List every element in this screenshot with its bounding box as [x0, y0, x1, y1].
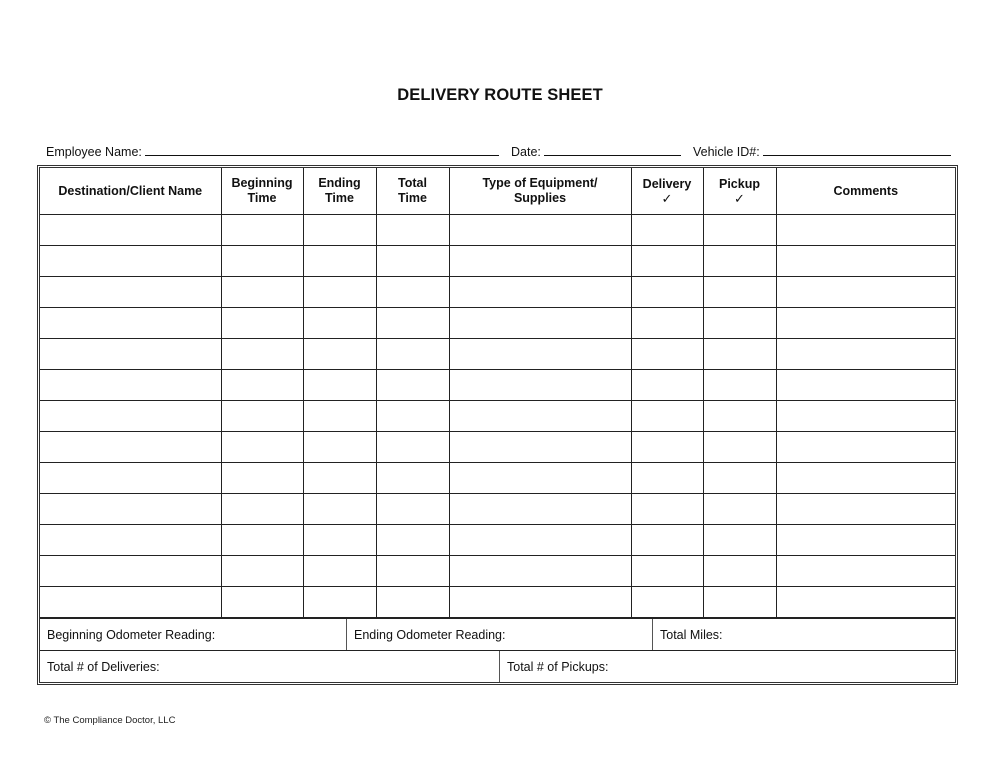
equipment-cell[interactable] [449, 556, 631, 587]
destination-cell[interactable] [40, 494, 221, 525]
employee-name-blank[interactable] [145, 142, 499, 156]
delivery-cell[interactable] [631, 463, 703, 494]
totals-row [40, 651, 955, 683]
route-table-body [40, 215, 955, 618]
total-time-cell[interactable] [376, 463, 449, 494]
route-table [40, 168, 955, 618]
equipment-cell[interactable] [449, 525, 631, 556]
beginning-time-cell[interactable] [221, 277, 303, 308]
delivery-cell[interactable] [631, 277, 703, 308]
delivery-cell[interactable] [631, 556, 703, 587]
col-header-pickup: Pickup ✓ [703, 168, 776, 215]
comments-cell[interactable] [776, 370, 955, 401]
delivery-cell[interactable] [631, 370, 703, 401]
pickup-cell[interactable] [703, 587, 776, 618]
equipment-cell[interactable] [449, 246, 631, 277]
col-header-delivery: Delivery ✓ [631, 168, 703, 215]
page-title: DELIVERY ROUTE SHEET [397, 86, 603, 104]
ending-time-cell[interactable] [303, 587, 376, 618]
pickup-cell[interactable] [703, 556, 776, 587]
total-time-cell[interactable] [376, 339, 449, 370]
pickup-cell[interactable] [703, 308, 776, 339]
comments-cell[interactable] [776, 215, 955, 246]
delivery-cell[interactable] [631, 215, 703, 246]
destination-cell[interactable] [40, 432, 221, 463]
beginning-time-cell[interactable] [221, 339, 303, 370]
comments-cell[interactable] [776, 432, 955, 463]
destination-cell[interactable] [40, 277, 221, 308]
beginning-time-cell[interactable] [221, 525, 303, 556]
total-time-cell[interactable] [376, 494, 449, 525]
date-blank[interactable] [544, 142, 681, 156]
ending-time-cell[interactable] [303, 556, 376, 587]
comments-cell[interactable] [776, 494, 955, 525]
date-label: Date: [511, 145, 541, 159]
delivery-cell[interactable] [631, 587, 703, 618]
delivery-cell[interactable] [631, 401, 703, 432]
ending-time-cell[interactable] [303, 401, 376, 432]
comments-cell[interactable] [776, 463, 955, 494]
equipment-cell[interactable] [449, 277, 631, 308]
total-pickups-field[interactable]: Total # of Pickups: [500, 651, 956, 683]
equipment-cell[interactable] [449, 215, 631, 246]
total-deliveries-field[interactable]: Total # of Deliveries: [40, 651, 500, 683]
pickup-cell[interactable] [703, 246, 776, 277]
pickup-cell[interactable] [703, 277, 776, 308]
beginning-time-cell[interactable] [221, 401, 303, 432]
comments-cell[interactable] [776, 525, 955, 556]
ending-odometer-field[interactable]: Ending Odometer Reading: [347, 619, 653, 651]
total-time-cell[interactable] [376, 432, 449, 463]
beginning-time-cell[interactable] [221, 370, 303, 401]
delivery-cell[interactable] [631, 432, 703, 463]
beginning-odometer-field[interactable]: Beginning Odometer Reading: [40, 619, 347, 651]
total-time-cell[interactable] [376, 401, 449, 432]
table-row [40, 525, 955, 556]
ending-time-cell[interactable] [303, 339, 376, 370]
beginning-time-cell[interactable] [221, 494, 303, 525]
destination-cell[interactable] [40, 246, 221, 277]
destination-cell[interactable] [40, 556, 221, 587]
copyright-notice: © The Compliance Doctor, LLC [44, 715, 176, 726]
date-field[interactable] [511, 142, 681, 159]
pickup-cell[interactable] [703, 494, 776, 525]
ending-time-cell[interactable] [303, 432, 376, 463]
ending-time-cell[interactable] [303, 494, 376, 525]
comments-cell[interactable] [776, 556, 955, 587]
destination-cell[interactable] [40, 525, 221, 556]
odometer-row [40, 619, 955, 651]
checkmark-icon: ✓ [661, 191, 673, 206]
table-row [40, 308, 955, 339]
beginning-time-cell[interactable] [221, 246, 303, 277]
total-time-cell[interactable] [376, 277, 449, 308]
comments-cell[interactable] [776, 401, 955, 432]
delivery-cell[interactable] [631, 339, 703, 370]
equipment-cell[interactable] [449, 308, 631, 339]
total-time-cell[interactable] [376, 215, 449, 246]
destination-cell[interactable] [40, 308, 221, 339]
comments-cell[interactable] [776, 246, 955, 277]
total-time-cell[interactable] [376, 308, 449, 339]
comments-cell[interactable] [776, 339, 955, 370]
total-time-cell[interactable] [376, 587, 449, 618]
totals-summary [40, 650, 955, 682]
delivery-cell[interactable] [631, 246, 703, 277]
ending-time-cell[interactable] [303, 308, 376, 339]
odometer-summary [40, 618, 955, 650]
table-row [40, 401, 955, 432]
total-time-cell[interactable] [376, 525, 449, 556]
pickup-cell[interactable] [703, 339, 776, 370]
table-row [40, 339, 955, 370]
equipment-cell[interactable] [449, 494, 631, 525]
destination-cell[interactable] [40, 587, 221, 618]
table-row [40, 246, 955, 277]
vehicle-id-blank[interactable] [763, 142, 951, 156]
table-row [40, 370, 955, 401]
employee-name-field[interactable] [46, 142, 499, 159]
pickup-cell[interactable] [703, 463, 776, 494]
equipment-cell[interactable] [449, 432, 631, 463]
destination-cell[interactable] [40, 339, 221, 370]
equipment-cell[interactable] [449, 587, 631, 618]
total-time-cell[interactable] [376, 556, 449, 587]
table-row [40, 556, 955, 587]
total-time-cell[interactable] [376, 370, 449, 401]
table-row [40, 463, 955, 494]
beginning-time-cell[interactable] [221, 587, 303, 618]
comments-cell[interactable] [776, 308, 955, 339]
total-time-cell[interactable] [376, 246, 449, 277]
ending-time-cell[interactable] [303, 246, 376, 277]
table-row [40, 494, 955, 525]
ending-time-cell[interactable] [303, 370, 376, 401]
delivery-cell[interactable] [631, 494, 703, 525]
pickup-cell[interactable] [703, 215, 776, 246]
vehicle-id-field[interactable] [693, 142, 951, 159]
col-header-comments: Comments [776, 168, 955, 215]
route-table-container [37, 165, 958, 685]
table-row [40, 587, 955, 618]
comments-cell[interactable] [776, 587, 955, 618]
destination-cell[interactable] [40, 401, 221, 432]
beginning-time-cell[interactable] [221, 432, 303, 463]
destination-cell[interactable] [40, 370, 221, 401]
checkmark-icon: ✓ [734, 191, 745, 206]
table-header-row [40, 168, 955, 215]
table-row [40, 277, 955, 308]
equipment-cell[interactable] [449, 401, 631, 432]
comments-cell[interactable] [776, 277, 955, 308]
destination-cell[interactable] [40, 463, 221, 494]
col-header-beginning-time: Beginning Time [221, 168, 303, 215]
beginning-time-cell[interactable] [221, 556, 303, 587]
delivery-cell[interactable] [631, 308, 703, 339]
ending-time-cell[interactable] [303, 215, 376, 246]
col-header-equipment: Type of Equipment/ Supplies [449, 168, 631, 215]
col-header-ending-time: Ending Time [303, 168, 376, 215]
table-row [40, 432, 955, 463]
col-header-total-time: Total Time [376, 168, 449, 215]
pickup-cell[interactable] [703, 370, 776, 401]
pickup-cell[interactable] [703, 525, 776, 556]
destination-cell[interactable] [40, 215, 221, 246]
vehicle-id-label: Vehicle ID#: [693, 145, 760, 159]
ending-time-cell[interactable] [303, 525, 376, 556]
beginning-time-cell[interactable] [221, 215, 303, 246]
col-header-destination: Destination/Client Name [40, 168, 221, 215]
table-row [40, 215, 955, 246]
beginning-time-cell[interactable] [221, 308, 303, 339]
equipment-cell[interactable] [449, 463, 631, 494]
pickup-cell[interactable] [703, 401, 776, 432]
equipment-cell[interactable] [449, 370, 631, 401]
total-miles-field[interactable]: Total Miles: [653, 619, 956, 651]
beginning-time-cell[interactable] [221, 463, 303, 494]
ending-time-cell[interactable] [303, 463, 376, 494]
employee-name-label: Employee Name: [46, 145, 142, 159]
delivery-cell[interactable] [631, 525, 703, 556]
equipment-cell[interactable] [449, 339, 631, 370]
pickup-cell[interactable] [703, 432, 776, 463]
ending-time-cell[interactable] [303, 277, 376, 308]
